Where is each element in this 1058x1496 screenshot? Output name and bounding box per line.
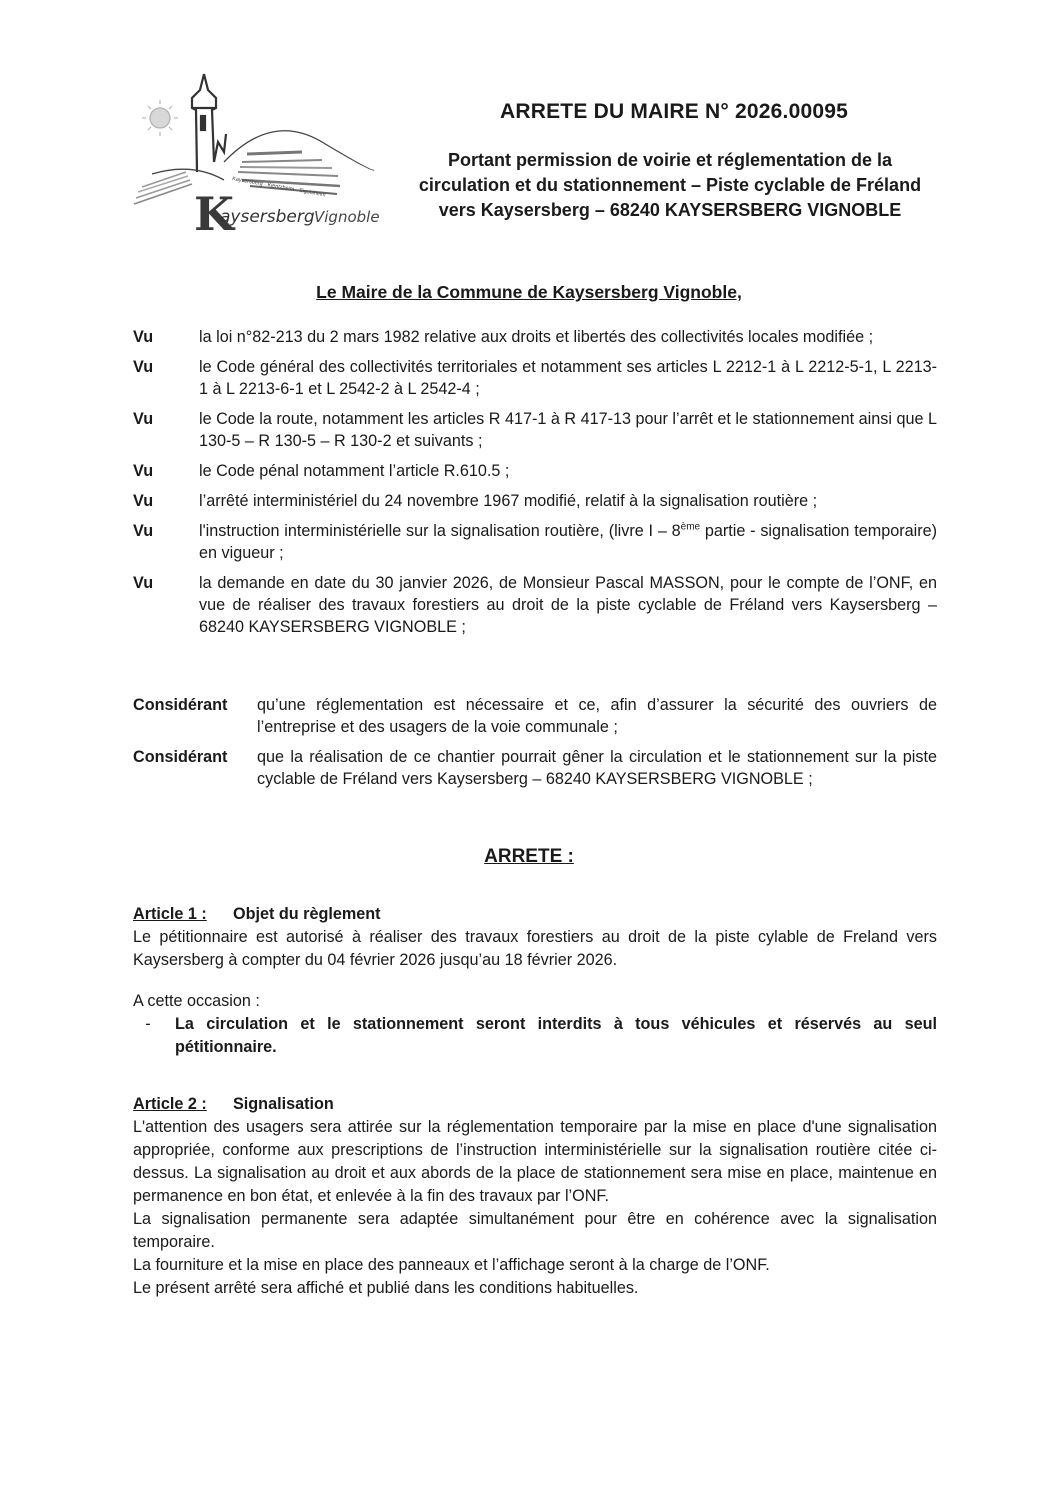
subtitle-line: Portant permission de voirie et réglementation de la xyxy=(447,150,893,170)
logo-name: aysersberg xyxy=(220,207,315,227)
vu-item xyxy=(133,408,937,452)
maire-heading: Le Maire de la Commune de Kaysersberg Vignoble, xyxy=(316,282,742,302)
arrete-heading: ARRETE : xyxy=(484,846,574,867)
article-paragraph: Le présent arrêté sera affiché et publié dans les conditions habituelles. xyxy=(133,1279,639,1297)
logo-tagline: Kaysersberg · Kientzheim · Sigolsheim xyxy=(231,176,327,199)
bullet-item xyxy=(133,1013,937,1059)
vu-label: Vu xyxy=(133,522,154,540)
ordinal-superscript: ème xyxy=(680,521,701,533)
article-number: Article 1 : xyxy=(133,905,207,923)
article-number: Article 2 : xyxy=(133,1095,207,1113)
vineyard-hills-icon xyxy=(134,131,374,204)
vu-item xyxy=(133,460,937,482)
tower-icon xyxy=(192,74,226,172)
article-title: Objet du règlement xyxy=(233,905,381,923)
vu-text-part: partie - signalisation temporaire) en vigueur ; xyxy=(199,522,937,562)
vu-text: le Code pénal notamment l’article R.610.5 ; xyxy=(199,462,510,480)
vu-text: l’arrêté interministériel du 24 novembre 1967 modifié, relatif à la signalisation routière ; xyxy=(199,492,818,510)
considerant-text: que la réalisation de ce chantier pourrait gêner la circulation et le stationnement sur la piste cyclable de Fréland vers Kaysersberg – 68240 KAYSERSBERG VIGNOBLE ; xyxy=(257,748,937,788)
vu-item xyxy=(133,490,937,512)
vu-label: Vu xyxy=(133,410,154,428)
considerant-label: Considérant xyxy=(133,748,228,766)
logo-graphic xyxy=(112,62,382,237)
article-1 xyxy=(133,903,937,1059)
considerant-item xyxy=(133,694,937,738)
article-heading xyxy=(133,903,937,926)
considerant-label: Considérant xyxy=(133,696,228,714)
vu-text xyxy=(199,520,937,564)
logo-suffix: Vignoble xyxy=(314,208,380,226)
considerant-item xyxy=(133,746,937,790)
municipality-logo xyxy=(112,62,382,237)
vu-item xyxy=(133,356,937,400)
arrete-number-title: ARRETE DU MAIRE N° 2026.00095 xyxy=(500,100,848,123)
article-paragraph: La signalisation permanente sera adaptée simultanément pour être en cohérence avec la signalisation temporaire. xyxy=(133,1210,937,1251)
subtitle-line: vers Kaysersberg – 68240 KAYSERSBERG VIGNOBLE xyxy=(438,200,902,220)
arrete-subtitle xyxy=(396,148,944,223)
sun-icon xyxy=(142,100,178,136)
vu-item xyxy=(133,572,937,638)
vu-item xyxy=(133,520,937,564)
vu-label: Vu xyxy=(133,358,154,376)
vu-label: Vu xyxy=(133,328,154,346)
article-paragraph: Le pétitionnaire est autorisé à réaliser des travaux forestiers au droit de la piste cylable de Freland vers Kaysersberg à compter du 04 février 2026 jusqu’au 18 février 2026. xyxy=(133,928,937,969)
logo-letter-k: K xyxy=(194,187,234,237)
vu-text: la demande en date du 30 janvier 2026, de Monsieur Pascal MASSON, pour le compte de l’ONF, en vue de réaliser des travaux forestiers au droit de la piste cyclable de Fréland vers Kaysersberg – 68240 KAYSERSBERG VIGNOBLE ; xyxy=(199,574,937,636)
vu-label: Vu xyxy=(133,462,154,480)
bullet-dash: - xyxy=(145,1015,151,1033)
vu-item xyxy=(133,326,937,348)
considerant-text: qu’une réglementation est nécessaire et ce, afin d’assurer la sécurité des ouvriers de l’entreprise et des usagers de la voie communale ; xyxy=(257,696,937,736)
article-paragraph: La fourniture et la mise en place des panneaux et l’affichage seront à la charge de l’ONF. xyxy=(133,1256,770,1274)
vu-text-part: l'instruction interministérielle sur la signalisation routière, (livre I – 8 xyxy=(199,522,681,540)
occasion-intro: A cette occasion : xyxy=(133,992,260,1010)
considerant-list xyxy=(133,694,937,798)
vu-label: Vu xyxy=(133,574,154,592)
vu-text: la loi n°82-213 du 2 mars 1982 relative aux droits et libertés des collectivités locales modifiée ; xyxy=(199,328,874,346)
vu-label: Vu xyxy=(133,492,154,510)
article-title: Signalisation xyxy=(233,1095,334,1113)
vu-list xyxy=(133,326,937,646)
article-2 xyxy=(133,1093,937,1300)
subtitle-line: circulation et du stationnement – Piste cyclable de Fréland xyxy=(418,175,922,195)
article-paragraph: L'attention des usagers sera attirée sur la réglementation temporaire par la mise en place d'une signalisation appropriée, conforme aux prescriptions de l’instruction interministérielle sur la signalisation routière citée ci-dessus. La signalisation au droit et aux abords de la place de stationnement sera mise en place, maintenue en permanence en bon état, et enlevée à la fin des travaux par l’ONF. xyxy=(133,1118,937,1205)
vu-text: le Code la route, notamment les articles R 417-1 à R 417-13 pour l’arrêt et le stationnement ainsi que L 130-5 – R 130-5 – R 130-2 et suivants ; xyxy=(199,410,937,450)
bullet-text: La circulation et le stationnement seront interdits à tous véhicules et réservés au seul pétitionnaire. xyxy=(175,1015,937,1056)
vu-text: le Code général des collectivités territoriales et notamment ses articles L 2212-1 à L 2212-5-1, L 2213-1 à L 2213-6-1 et L 2542-2 à L 2542-4 ; xyxy=(199,358,937,398)
article-heading xyxy=(133,1093,937,1116)
